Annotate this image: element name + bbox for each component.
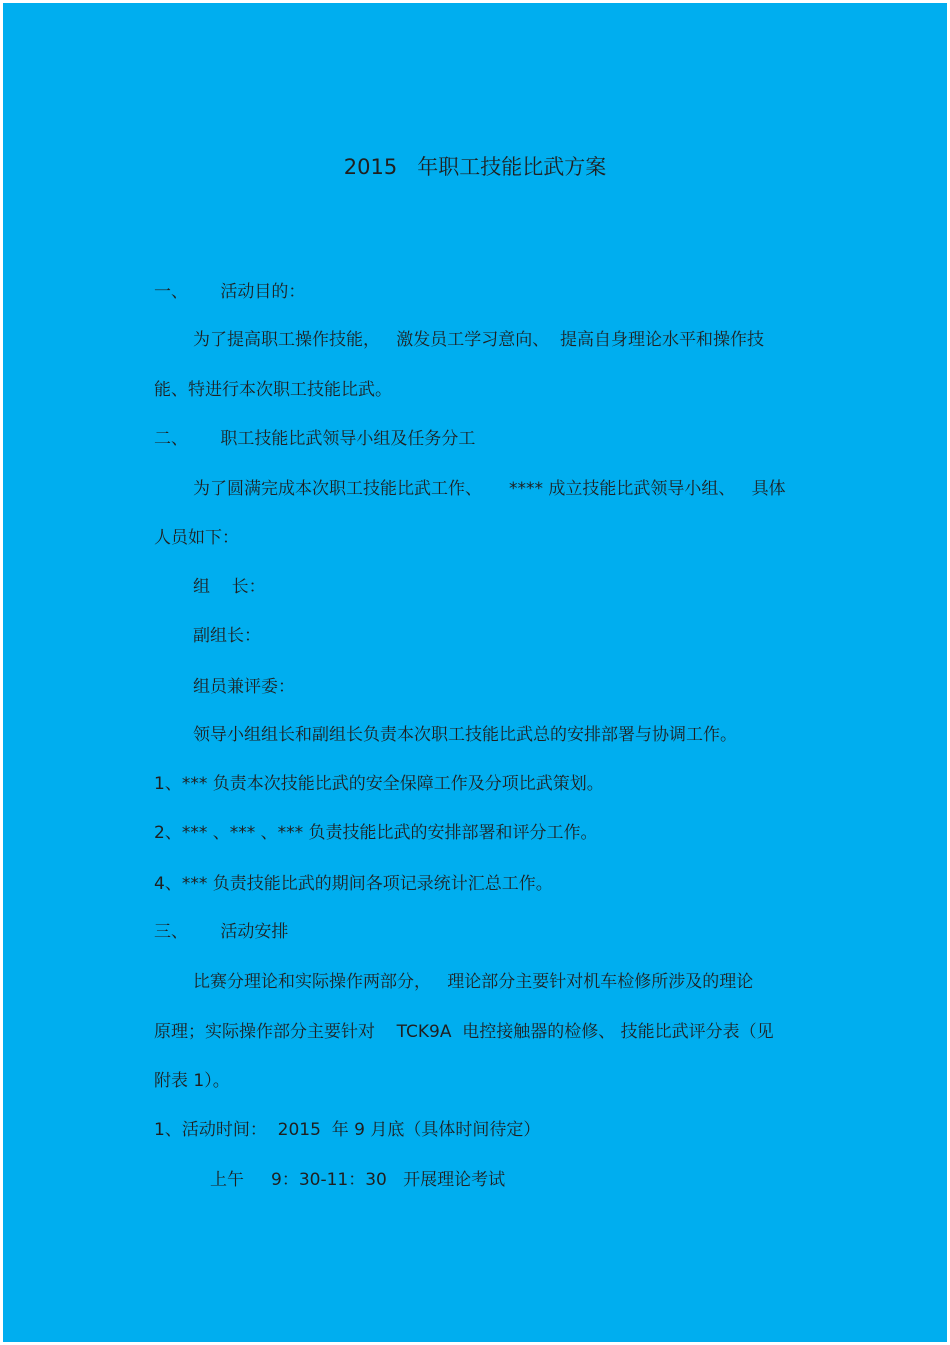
leader-label: 组 长： — [193, 577, 266, 597]
section3-paragraph-line3: 附表 1）。 — [154, 1071, 230, 1091]
section3-paragraph-line1: 比赛分理论和实际操作两部分， 理论部分主要针对机车检修所涉及的理论 — [193, 972, 754, 992]
section2-paragraph-line2: 人员如下： — [154, 528, 239, 548]
section1-paragraph-line1: 为了提高职工操作技能， 激发员工学习意向、 提高自身理论水平和操作技 — [193, 330, 765, 350]
morning-schedule: 上午 9：30-11：30 开展理论考试 — [210, 1170, 506, 1190]
activity-time: 1、活动时间： 2015 年 9 月底（具体时间待定） — [154, 1120, 541, 1140]
section3-heading: 三、 活动安排 — [154, 922, 289, 942]
section2-heading: 二、 职工技能比武领导小组及任务分工 — [154, 429, 476, 449]
section2-paragraph2: 领导小组组长和副组长负责本次职工技能比武总的安排部署与协调工作。 — [193, 725, 737, 745]
deputy-leader-label: 副组长： — [193, 626, 261, 646]
list-item: 2、*** 、*** 、*** 负责技能比武的安排部署和评分工作。 — [154, 823, 598, 843]
section2-paragraph-line1: 为了圆满完成本次职工技能比武工作、 **** 成立技能比武领导小组、 具体 — [193, 479, 786, 499]
document-title: 2015 年职工技能比武方案 — [343, 155, 607, 179]
document-page — [3, 3, 947, 1342]
section1-paragraph-line2: 能、特进行本次职工技能比武。 — [154, 380, 392, 400]
members-judges-label: 组员兼评委： — [193, 677, 295, 697]
list-item: 1、*** 负责本次技能比武的安全保障工作及分项比武策划。 — [154, 774, 604, 794]
section1-heading: 一、 活动目的： — [154, 282, 306, 302]
section3-paragraph-line2: 原理；实际操作部分主要针对 TCK9A 电控接触器的检修、 技能比武评分表（见 — [154, 1022, 774, 1042]
list-item: 4、*** 负责技能比武的期间各项记录统计汇总工作。 — [154, 874, 553, 894]
